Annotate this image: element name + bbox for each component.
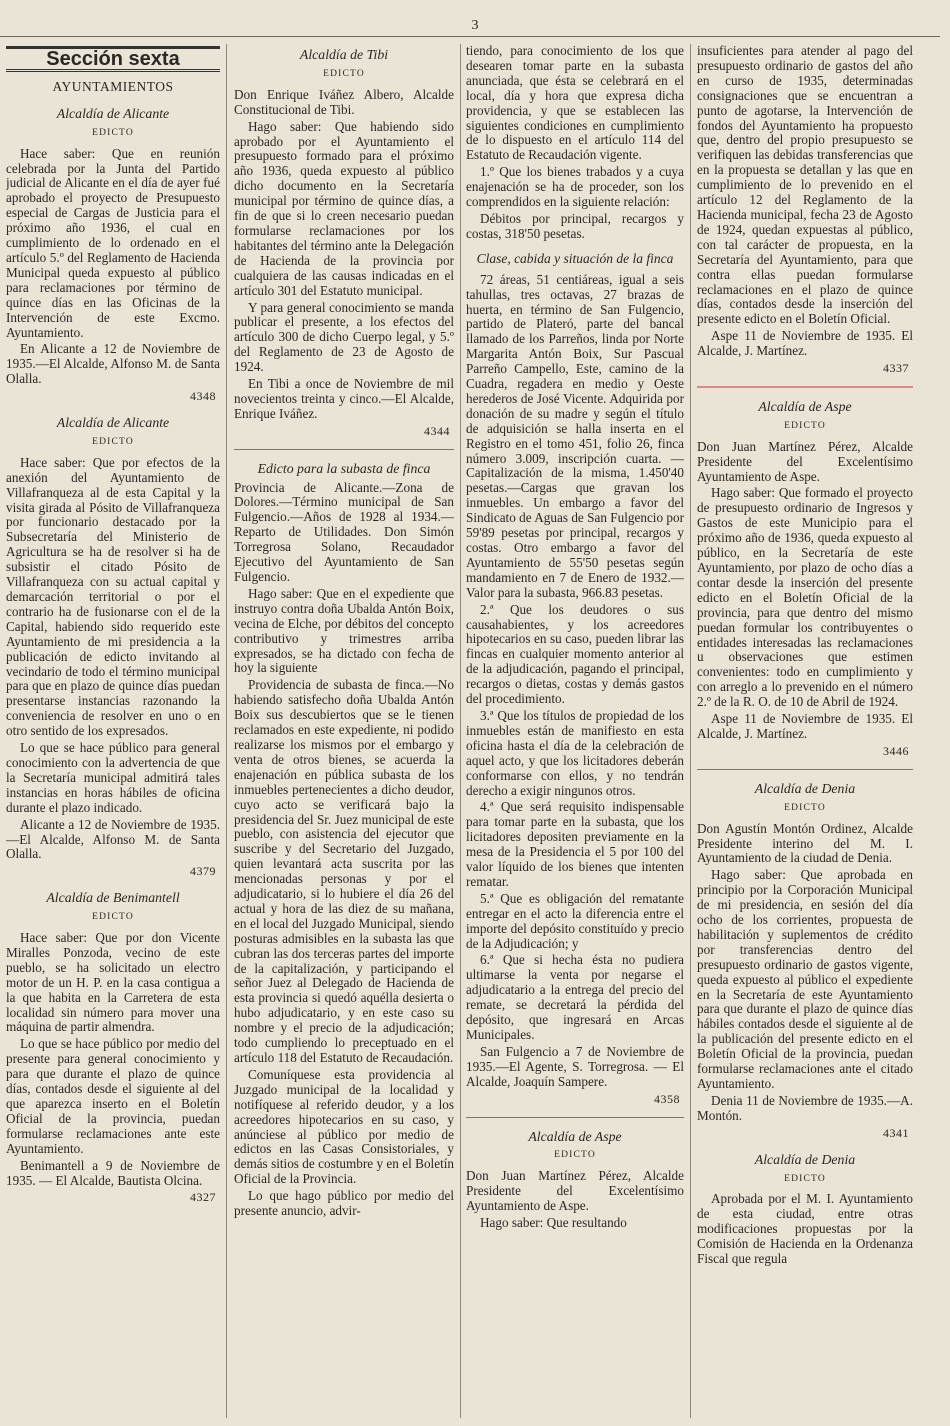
edict-number: 4327 xyxy=(190,1190,216,1205)
edict-number: 4379 xyxy=(190,864,216,879)
edict-heading: Alcaldía de Aspe xyxy=(528,1128,622,1144)
red-pencil-mark xyxy=(697,386,913,388)
edict-subasta xyxy=(234,462,454,1219)
edict-heading: Alcaldía de Tibi xyxy=(299,47,389,62)
edict-signoff: En Tibi a once de Noviembre de mil novecientos treinta y cinco.—El Alcalde, Enrique Iváñez. xyxy=(234,376,454,421)
edict-paragraph: Hace saber: Que por don Vicente Miralles Ponzoda, vecino de este pueblo, se ha solicitado un electro motor de un H. P. en la casa contigua a la que habita en la Carretera de esta localidad sin número para mover una máquina de partir almendra. xyxy=(6,930,220,1035)
edict-label: EDICTO xyxy=(92,436,134,447)
edict-paragraph: Aprobada por el M. I. Ayuntamiento de esta ciudad, entre otras modificaciones propuestas por la Comisión de Hacienda en la Ordenanza Fiscal que regula xyxy=(697,1191,913,1267)
edict-person: Don Agustín Montón Ordinez, Alcalde Presidente interino del M. I. Ayuntamiento de la ciudad de Denia. xyxy=(697,820,913,866)
edict-number: 4348 xyxy=(190,389,216,404)
edict-person: Don Juan Martínez Pérez, Alcalde Presidente del Excelentísimo Ayuntamiento de Aspe. xyxy=(466,1168,684,1214)
edict-paragraph: 72 áreas, 51 centiáreas, igual a seis tahullas, tres octavas, 27 brazas de huerta, en término de San Fulgencio, partido de Plateró, parte del bancal llamado de los Parreños, linda por Norte Margarita Antón Boix, Sur Pascual Parreño Campello, Este, camino de la Cuadra, regadera en medio y Oeste herederos de José Vicente. Adquirida por donación de su madre y según el título de adquisición se halla inserta en el Registro en el tomo 451, folio 26, finca número 3.009, inscripción cuarta. — Capitalización de la misma, 1.450'40 pesetas.—Cargas que gravan los inmuebles. Un embargo a favor del Sindicato de Aguas de San Fulgencio por 59'89 pesetas por principal, recargos y costas. Otro embargo a favor del Ayuntamiento de 55'50 pesetas según mandamiento en 7 de Enero de 1932.—Valor para la subasta, 966.83 pesetas. xyxy=(466,271,684,600)
column-3 xyxy=(466,44,684,1418)
section-title: Sección sexta xyxy=(6,46,220,72)
edict-label: EDICTO xyxy=(92,127,134,138)
edict-paragraph: 3.ª Que los títulos de propiedad de los inmuebles están de manifiesto en esta oficina hasta el día de la celebración de aquel acto, y que los licitadores deberán conformarse con ellos, y no tendrán derecho a exigir ningunos otros. xyxy=(466,707,684,798)
edict-paragraph: Hace saber: Que en reunión celebrada por la Junta del Partido judicial de Alicante en el día de ayer fué aprobado el proyecto de Presupuesto especial de Cargas de Justicia para el próximo año 1936, el cual en cumplimiento de lo ordenado en el artículo 5.º del Reglamento de Hacienda Municipal queda expuesto al público para reclamaciones por término de quince días en las Oficinas de la Intervención de este Excmo. Ayuntamiento. xyxy=(6,145,220,340)
edict-heading: Alcaldía de Benimantell xyxy=(46,890,180,906)
edict-label: EDICTO xyxy=(784,420,826,431)
edict-denia-1 xyxy=(697,782,913,1141)
edict-label: EDICTO xyxy=(323,68,365,79)
edict-label: EDICTO xyxy=(554,1150,596,1161)
edict-number: 3446 xyxy=(883,743,909,758)
edict-tibi xyxy=(234,48,454,439)
edict-paragraph: Hago saber: Que en el expediente que instruyo contra doña Ubalda Antón Boix, vecina de Elche, por débitos del concepto contributivo y trimestres arriba expresados, se ha dictado con fecha de hoy la siguiente xyxy=(234,585,454,676)
edict-signoff: Aspe 11 de Noviembre de 1935. El Alcalde, J. Martínez. xyxy=(697,328,913,359)
edict-aspe-2 xyxy=(697,400,913,759)
column-divider xyxy=(460,44,461,1418)
edict-label: EDICTO xyxy=(784,802,826,813)
edict-label: EDICTO xyxy=(92,912,134,923)
edict-aspe-1 xyxy=(466,1130,684,1231)
top-rule xyxy=(0,36,940,37)
edict-paragraph: 5.ª Que es obligación del rematante entregar en el acto la diferencia entre el importe del depósito constituído y precio de la Adjudicación; y xyxy=(466,890,684,951)
edict-signoff: Benimantell a 9 de Noviembre de 1935. — El Alcalde, Bautista Olcina. xyxy=(6,1157,220,1188)
column-4 xyxy=(697,44,913,1418)
edict-paragraph: Hago saber: Que aprobada en principio por la Corporación Municipal de mi presidencia, en sesión del día ocho de los corrientes, propuesta de habilitación y suplementos de crédito por transferencias dentro del presupuesto ordinario de gastos vigente, queda expuesto al público el expediente en la Secretaría de este Ayuntamiento para que durante el plazo de quince días hábiles contados desde el siguiente al de la publicación del presente edicto en el Boletín Oficial de la provincia, puedan formularse reclamaciones ante el citado Ayuntamiento. xyxy=(697,867,913,1091)
column-divider xyxy=(226,44,227,1418)
edict-signoff: Denia 11 de Noviembre de 1935.—A. Montón. xyxy=(697,1092,913,1123)
edict-denia-2 xyxy=(697,1153,913,1267)
edict-signoff: Alicante a 12 de Noviembre de 1935.—El Alcalde, Alfonso M. de Santa Olalla. xyxy=(6,816,220,862)
edict-heading: Alcaldía de Aspe xyxy=(758,398,852,414)
edict-paragraph: 4.ª Que será requisito indispensable para tomar parte en la subasta, que los licitadores depositen previamente en la mesa de la Presidencia el 5 por 100 del valor líquido de los bienes que intenten rematar. xyxy=(466,799,684,889)
edict-paragraph: 2.ª Que los deudores o sus causahabientes, y los acreedores hipotecarios en su caso, pueden librar las fincas en cualquier momento anterior al de la adjudicación, pagando el principal, recargos o dietas, costas y demás gastos del procedimiento. xyxy=(466,601,684,707)
edict-number: 4358 xyxy=(654,1091,680,1106)
edict-aspe-1-continued xyxy=(697,44,913,376)
edict-number: 4344 xyxy=(424,423,450,438)
section-subtitle: AYUNTAMIENTOS xyxy=(52,78,174,94)
edict-person: Don Enrique Iváñez Albero, Alcalde Constitucional de Tibi. xyxy=(234,86,454,117)
edict-paragraph: Providencia de subasta de finca.—No habiendo satisfecho doña Ubalda Antón Boix sus descubiertos que se le tienen reclamados en este expediente, ni podido realizarse los mismos por el embargo y venta de otros bienes, se acuerda la enajenación en pública subasta de los inmuebles pertenecientes a dicho deudor, cuyo acto se verificará bajo la presidencia del Sr. Juez municipal de este pueblo, con asistencia del ejecutor que suscribe y del Secretario del Juzgado, quien levantará acta suscrita por las mencionadas personas y por el adjudicatario, si lo hubiere el día 26 del actual y hora de las diez de su mañana, en el local del Juzgado Municipal, siendo posturas admisibles en la subasta las que cubran las dos terceras partes del importe de la capitalización, y participando el señor Juez al Delegado de Hacienda de esta provincia si quedó aquélla desierta o hubo adjudicatario, y en este caso su nombre y el precio de la adjudicación; todo cumpliendo lo preceptuado en el artículo 118 del Estatuto de Recaudación. xyxy=(234,677,454,1065)
edict-paragraph: Lo que se hace público por medio del presente para general conocimiento y para que durante el plazo de quince días, contados desde el siguiente al del que aparezca inserto en el Boletín Oficial de la provincia, puedan formularse reclamaciones ante este Ayuntamiento. xyxy=(6,1036,220,1156)
separator xyxy=(466,1117,684,1118)
page-number: 3 xyxy=(471,18,479,33)
edict-paragraph: Lo que se hace público para general conocimiento con la advertencia de que la Secretaría municipal admitirá tales instancias en horas hábiles de oficina durante el plazo indicado. xyxy=(6,740,220,815)
edict-paragraph: Hago saber: Que resultando xyxy=(480,1215,627,1231)
edict-signoff: Aspe 11 de Noviembre de 1935. El Alcalde, J. Martínez. xyxy=(697,711,913,741)
column-2 xyxy=(234,44,454,1418)
edict-benimantell xyxy=(6,891,220,1205)
edict-paragraph: Lo que hago público por medio del presente anuncio, advir- xyxy=(234,1188,454,1219)
edict-paragraph: Hago saber: Que formado el proyecto de presupuesto ordinario de Ingresos y Gastos de este Municipio para el próximo año de 1936, queda expuesto al público, en la Secretaría de este Ayuntamiento, por plazo de ocho días a contar desde la inserción del presente edicto en el Boletín Oficial de la provincia, para que dentro del mismo puedan formular los contribuyentes o entidades interesadas las reclamaciones u observaciones que estimen convenientes: todo en cumplimiento y con arreglo a lo prevenido en el número 2.º de la R. O. de 10 de Abril de 1924. xyxy=(697,485,913,710)
edict-paragraph: Débitos por principal, recargos y costas, 318'50 pesetas. xyxy=(466,210,684,241)
edict-paragraph: Y para general conocimiento se manda publicar el presente, a los efectos del artículo 300 de dicho Cuerpo legal, y 5.º del Reglamento de 23 de Agosto de 1924. xyxy=(234,299,454,375)
column-divider xyxy=(690,44,691,1418)
edict-heading: Alcaldía de Alicante xyxy=(56,105,170,121)
edict-subasta-continued xyxy=(466,44,684,1107)
edict-paragraph: 6.ª Que si hecha ésta no pudiera ultimarse la venta por negarse el adjudicatario a la entrega del precio del remate, se decretará la pérdida del depósito, que ingresará en Arcas Municipales. xyxy=(466,952,684,1042)
edict-paragraph: Hago saber: Que habiendo sido aprobado por el Ayuntamiento el presupuesto formado para el próximo año 1936, queda expuesto al público dicho documento en la Secretaría municipal por término de quince días, a fin de que si lo creen necesario puedan formularse reclamaciones por los habitantes del término ante la Delegación de Hacienda de la provincia por cualquiera de las causas indicadas en el artículo 301 del Estatuto municipal. xyxy=(234,118,454,298)
edict-signoff: En Alicante a 12 de Noviembre de 1935.—El Alcalde, Alfonso M. de Santa Olalla. xyxy=(6,341,220,387)
edict-signoff: San Fulgencio a 7 de Noviembre de 1935.—El Agente, S. Torregrosa. — El Alcalde, Joaquín Sampere. xyxy=(466,1043,684,1089)
edict-person: Don Juan Martínez Pérez, Alcalde Presidente del Excelentísimo Ayuntamiento de Aspe. xyxy=(697,438,913,484)
edict-heading: Edicto para la subasta de finca xyxy=(257,460,431,476)
edict-paragraph: tiendo, para conocimiento de los que desearen tomar parte en la subasta anunciada, que ésta se celebrará en el local, día y hora que expresa dicha providencia, y que se establecen las siguientes condiciones en cumplimiento de lo dispuesto en el artículo 114 del Estatuto de Recaudación vigente. xyxy=(466,44,684,163)
edict-heading: Alcaldía de Alicante xyxy=(56,415,170,431)
edict-paragraph: insuficientes para atender al pago del presupuesto ordinario de gastos del año en curso de 1935, determinadas consignaciones que se encuentran a punto de agotarse, la Intervención de fondos del Ayuntamiento ha propuesto que, dentro del propio presupuesto se verifiquen las debidas transferencias que en la propuesta se detallan y las que en cumplimiento de lo prevenido en el artículo 12 del Reglamento de la Hacienda municipal, fecha 23 de Agosto de 1924, quedan expuestas al público, con tal carácter de propuesta, en la Secretaría del Ayuntamiento, para que contra ellas puedan formularse reclamaciones en el plazo de quince días, contados desde la inserción del presente edicto en el Boletín Oficial. xyxy=(697,44,913,327)
edict-heading: Alcaldía de Denia xyxy=(754,1151,856,1167)
edict-paragraph: Comuníquese esta providencia al Juzgado municipal de la localidad y notifíquese al referido deudor, y a los acreedores hipotecarios en su caso, y anúnciese al público por medio de edictos en las Casas Consistoriales, y demás sitios de costumbre y en el Boletín Oficial de la Provincia. xyxy=(234,1066,454,1187)
edict-paragraph: Hace saber: Que por efectos de la anexión del Ayuntamiento de Villafranqueza al de esta Capital y la visita girada al Pósito de Villafranqueza por funcionario destacado por la Subsecretaría del Ministerio de Agricultura se ha de resolver si ha de subsistir el citado Pósito de Villafranqueza con su actual capital y demarcación territorial o por el contrario ha de fusionarse con el de la Capital, habiendo sido requerido este Ayuntamiento de mi presidencia a la publicación de edicto invitando al vecindario de todo el término municipal para que en plazo de quince días puedan presentarse instancias razonando la conveniencia de resolver en uno o en otro sentido de los expresados. xyxy=(6,454,220,739)
column-1 xyxy=(6,44,220,1418)
edict-alicante-1 xyxy=(6,107,220,404)
separator xyxy=(234,449,454,450)
edict-alicante-2 xyxy=(6,416,220,879)
edict-number: 4341 xyxy=(883,1125,909,1140)
edict-paragraph: 1.º Que los bienes trabados y a cuya enajenación se ha de proceder, son los comprendidos en la siguiente relación: xyxy=(466,164,684,210)
edict-label: EDICTO xyxy=(784,1173,826,1184)
separator xyxy=(697,769,913,770)
edict-person: Provincia de Alicante.—Zona de Dolores.—Término municipal de San Fulgencio.—Años de 1928 al 1934.—Reparto de Utilidades. Don Simón Torregrosa Solano, Recaudador Ejecutivo del Ayuntamiento de San Fulgencio. xyxy=(234,479,454,584)
edict-heading: Alcaldía de Denia xyxy=(754,780,856,796)
edict-number: 4337 xyxy=(883,361,909,376)
finca-subheading: Clase, cabida y situación de la finca xyxy=(476,250,674,266)
